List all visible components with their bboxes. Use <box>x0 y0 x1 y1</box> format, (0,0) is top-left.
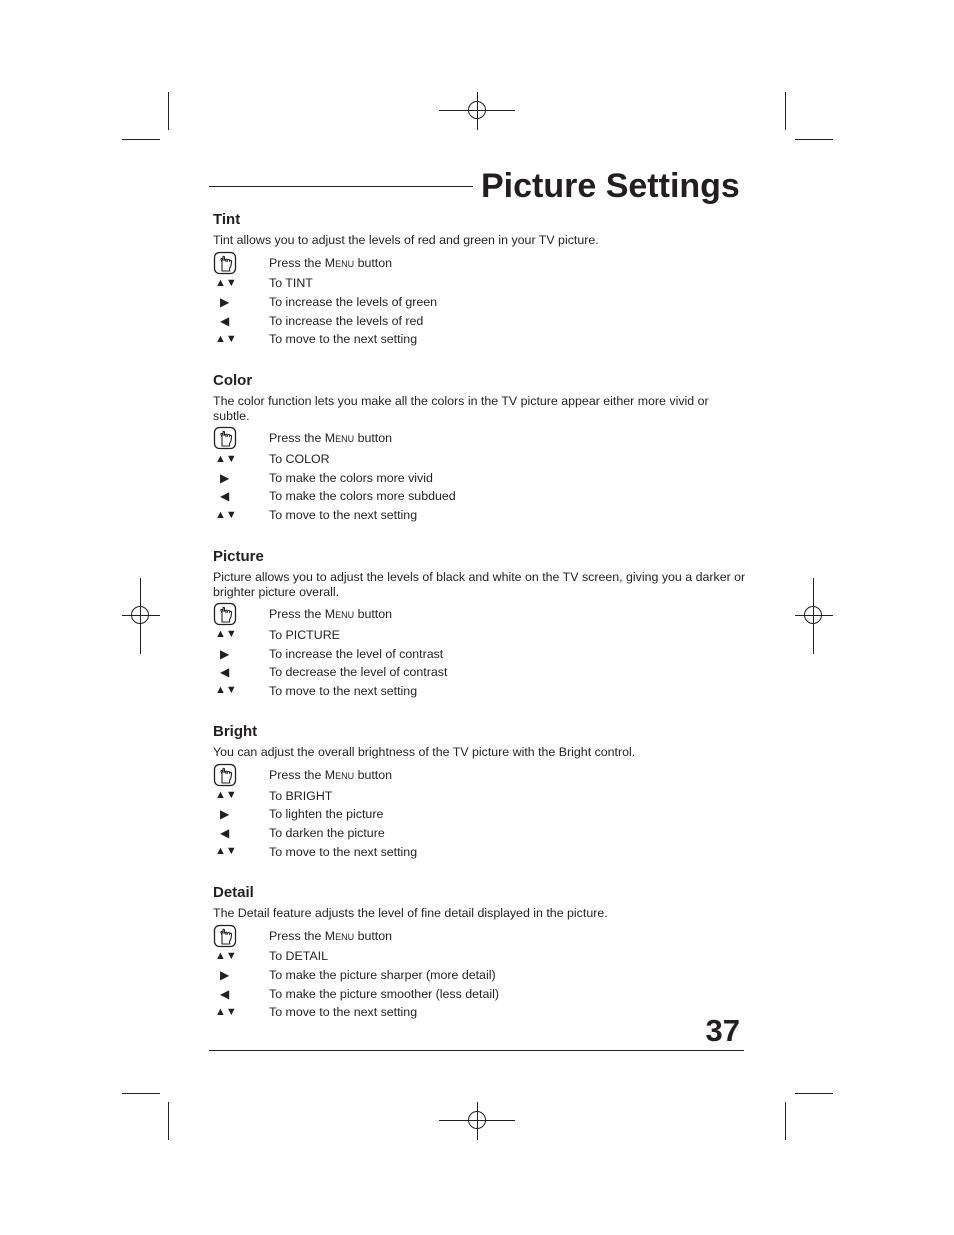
remote-menu-button-icon <box>213 602 269 626</box>
step-text <box>269 256 392 270</box>
menu-word: Menu <box>324 255 355 270</box>
step-text: To move to the next setting <box>269 683 418 698</box>
crop-mark-top-right-horizontal <box>795 139 833 140</box>
step-text-before: Press the <box>269 255 325 270</box>
section-description: You can adjust the overall brightness of the TV picture with the Bright control. <box>213 745 636 760</box>
menu-word: Menu <box>324 607 355 621</box>
up-down-arrows-icon: ▲▼ <box>215 628 237 641</box>
step-text: To TINT <box>269 276 313 291</box>
up-down-arrows-icon: ▲▼ <box>215 1005 237 1018</box>
section-heading: Bright <box>213 723 258 741</box>
crop-mark-bottom-right-vertical <box>785 1102 786 1140</box>
footer-rule <box>209 1050 744 1051</box>
menu-word: Menu <box>324 767 355 782</box>
step-text: To make the colors more vivid <box>269 470 433 485</box>
step-text <box>269 607 392 621</box>
section-heading: Picture <box>213 547 264 565</box>
registration-mark-left-circle <box>131 606 149 624</box>
step-item <box>213 824 748 843</box>
step-text: To decrease the level of contrast <box>269 665 448 680</box>
left-arrow-icon: ◀ <box>220 825 230 840</box>
step-text: To move to the next setting <box>269 508 418 523</box>
step-item <box>213 311 748 330</box>
remote-menu-button-icon <box>213 763 269 787</box>
up-down-arrows-icon: ▲▼ <box>215 332 237 345</box>
step-item <box>213 603 748 626</box>
step-item <box>213 682 748 701</box>
crop-mark-bottom-left-horizontal <box>122 1093 160 1094</box>
step-item <box>213 427 748 450</box>
step-list <box>213 763 748 861</box>
step-item <box>213 947 748 966</box>
step-text: To make the picture smoother (less detail) <box>269 986 500 1001</box>
up-down-arrows-icon: ▲▼ <box>215 276 237 289</box>
step-list <box>213 427 748 525</box>
section-detail <box>213 883 748 1022</box>
left-arrow-icon: ◀ <box>220 986 230 1001</box>
step-item <box>213 1003 748 1022</box>
step-text: To PICTURE <box>269 627 340 642</box>
step-text-before: Press the <box>269 607 325 621</box>
step-text: To darken the picture <box>269 825 385 840</box>
step-text: To make the picture sharper (more detail) <box>269 968 496 983</box>
up-down-arrows-icon: ▲▼ <box>215 508 237 521</box>
step-text: To increase the level of contrast <box>269 646 444 661</box>
step-text-after: button <box>354 928 393 943</box>
step-item <box>213 763 748 786</box>
section-color <box>213 371 748 525</box>
step-text-before: Press the <box>269 928 325 943</box>
left-arrow-icon: ◀ <box>220 489 230 504</box>
up-down-arrows-icon: ▲▼ <box>215 684 237 697</box>
section-heading: Tint <box>213 211 241 228</box>
step-text <box>269 431 392 445</box>
step-text-after: button <box>354 431 393 446</box>
section-description: The Detail feature adjusts the level of fine detail displayed in the picture. <box>213 906 608 920</box>
up-down-arrows-icon: ▲▼ <box>215 789 237 802</box>
step-text: To BRIGHT <box>269 788 333 803</box>
step-item <box>213 293 748 312</box>
right-arrow-icon: ▶ <box>220 968 230 983</box>
remote-menu-button-icon <box>213 251 269 275</box>
crop-mark-bottom-left-vertical <box>168 1102 169 1140</box>
up-down-arrows-icon: ▲▼ <box>215 949 237 962</box>
step-item <box>213 450 748 469</box>
section-description: Picture allows you to adjust the levels of black and white on the TV screen, giving you a darker or brighter picture overall. <box>213 569 746 599</box>
section-heading: Detail <box>213 884 254 901</box>
step-text: To move to the next setting <box>269 844 418 859</box>
title-rule <box>209 186 473 187</box>
step-item <box>213 805 748 824</box>
menu-word: Menu <box>324 431 355 446</box>
step-text: To make the colors more subdued <box>269 489 456 504</box>
step-text: To increase the levels of red <box>269 313 424 328</box>
crop-mark-top-left-vertical <box>168 92 169 130</box>
remote-menu-button-icon <box>213 924 269 948</box>
step-text-after: button <box>354 255 393 270</box>
step-item <box>213 924 748 947</box>
step-item <box>213 644 748 663</box>
registration-mark-right-circle <box>804 606 822 624</box>
registration-mark-top-circle <box>468 101 486 119</box>
right-arrow-icon: ▶ <box>220 646 230 661</box>
step-text: To move to the next setting <box>269 332 418 347</box>
menu-word: Menu <box>324 928 355 943</box>
page-title: Picture Settings <box>481 167 740 205</box>
step-item <box>213 468 748 487</box>
step-text-after: button <box>354 767 393 782</box>
step-item <box>213 984 748 1003</box>
right-arrow-icon: ▶ <box>220 807 230 822</box>
step-item <box>213 274 748 293</box>
step-text <box>269 929 392 943</box>
step-text-before: Press the <box>269 431 325 446</box>
step-item <box>213 842 748 861</box>
right-arrow-icon: ▶ <box>220 295 230 310</box>
remote-menu-button-icon <box>213 426 269 450</box>
step-item <box>213 506 748 525</box>
step-list <box>213 924 748 1022</box>
section-picture <box>213 547 748 701</box>
step-item <box>213 251 748 274</box>
step-item <box>213 786 748 805</box>
step-text: To increase the levels of green <box>269 295 438 310</box>
step-list <box>213 603 748 701</box>
section-heading: Color <box>213 371 253 389</box>
step-item <box>213 966 748 985</box>
up-down-arrows-icon: ▲▼ <box>215 452 237 465</box>
registration-mark-bottom-circle <box>468 1111 486 1129</box>
step-text: To move to the next setting <box>269 1005 418 1020</box>
step-list <box>213 251 748 349</box>
step-text-after: button <box>354 607 393 621</box>
crop-mark-top-right-vertical <box>785 92 786 130</box>
right-arrow-icon: ▶ <box>220 470 230 485</box>
step-item <box>213 626 748 645</box>
step-text: To COLOR <box>269 452 330 467</box>
step-item <box>213 330 748 349</box>
step-item <box>213 487 748 506</box>
step-text: To DETAIL <box>269 949 328 964</box>
step-text-before: Press the <box>269 767 325 782</box>
up-down-arrows-icon: ▲▼ <box>215 845 237 858</box>
crop-mark-bottom-right-horizontal <box>795 1093 833 1094</box>
page-number: 37 <box>705 1013 740 1048</box>
step-item <box>213 663 748 682</box>
section-bright <box>213 722 748 861</box>
section-description: Tint allows you to adjust the levels of red and green in your TV picture. <box>213 233 599 247</box>
section-description: The color function lets you make all the colors in the TV picture appear either more vivid or subtle. <box>213 393 709 423</box>
crop-mark-top-left-horizontal <box>122 139 160 140</box>
left-arrow-icon: ◀ <box>220 313 230 328</box>
step-text <box>269 768 392 782</box>
step-text: To lighten the picture <box>269 807 384 822</box>
section-tint <box>213 210 748 349</box>
settings-sections <box>213 210 748 1022</box>
left-arrow-icon: ◀ <box>220 665 230 680</box>
